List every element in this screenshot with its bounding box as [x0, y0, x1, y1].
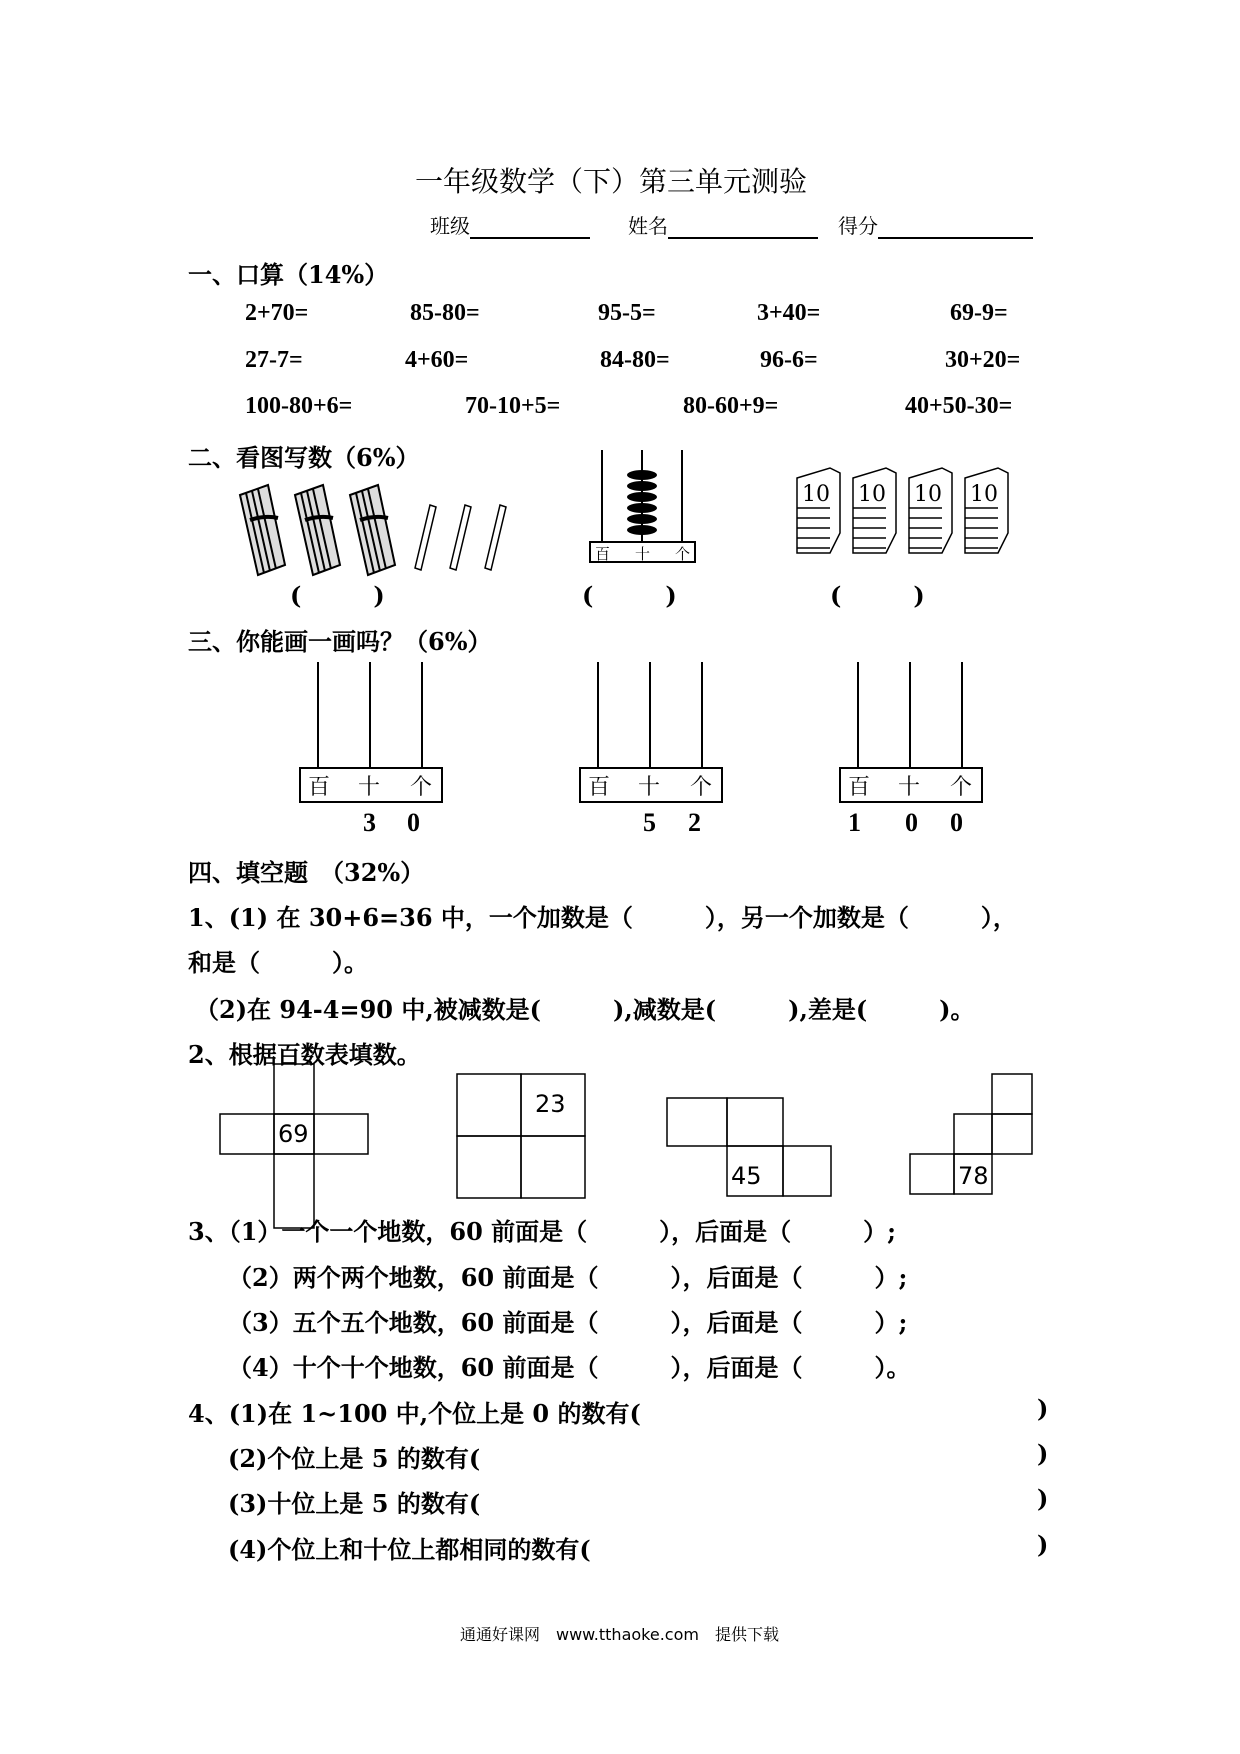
class-blank[interactable] — [470, 215, 590, 239]
abacus-number: 5 — [643, 808, 656, 837]
place-label: 百 — [588, 775, 611, 800]
class-label: 班级 — [430, 214, 470, 238]
stick-icon — [415, 505, 506, 570]
calc-item: 30+20= — [945, 347, 1021, 373]
q4-close-paren: ) — [1037, 1530, 1049, 1559]
section-4-heading: 四、填空题 （32%） — [188, 858, 425, 887]
svg-text:10: 10 — [914, 482, 942, 507]
place-label: 百 — [595, 545, 611, 563]
svg-text:10: 10 — [802, 482, 830, 507]
q3-line4: （4）十个十个地数，60 前面是（ ），后面是（ ）。 — [228, 1353, 911, 1382]
name-blank[interactable] — [668, 215, 818, 239]
calc-item: 69-9= — [950, 300, 1008, 326]
section-2-heading: 二、看图写数（6%） — [188, 443, 420, 472]
place-label: 个 — [410, 775, 433, 800]
abacus-number: 0 — [407, 808, 420, 837]
name-label: 姓名 — [628, 214, 668, 238]
calc-item: 70-10+5= — [465, 393, 561, 419]
bundles-and-sticks-image — [220, 480, 520, 580]
bundle-icon — [240, 485, 395, 575]
place-label: 十 — [635, 545, 651, 563]
svg-text:10: 10 — [858, 482, 886, 507]
score-blank[interactable] — [878, 215, 1033, 239]
q4-line2: (2)个位上是 5 的数有( — [228, 1444, 481, 1473]
calc-item: 84-80= — [600, 347, 670, 373]
q4-line3: (3)十位上是 5 的数有( — [228, 1489, 481, 1518]
abacus-number: 0 — [905, 808, 918, 837]
calc-item: 85-80= — [410, 300, 480, 326]
svg-text:10: 10 — [970, 482, 998, 507]
abacus-drawing-2[interactable] — [578, 660, 726, 806]
footer-text: 通通好课网 www.tthaoke.com 提供下载 — [460, 1625, 779, 1644]
stack-icon — [797, 468, 1008, 553]
q4-close-paren: ) — [1037, 1484, 1049, 1513]
q3-line1: 3、（1）一个一个地数，60 前面是（ ），后面是（ ）; — [188, 1217, 897, 1246]
calc-item: 27-7= — [245, 347, 303, 373]
abacus-number: 2 — [688, 808, 701, 837]
hundred-chart-zigzag[interactable] — [908, 1072, 1036, 1198]
q4-close-paren: ) — [1037, 1394, 1049, 1423]
place-label: 十 — [358, 775, 381, 800]
page-title: 一年级数学（下）第三单元测验 — [415, 165, 808, 198]
grid-number: 78 — [958, 1162, 989, 1190]
place-label: 个 — [675, 545, 691, 563]
calc-item: 2+70= — [245, 300, 309, 326]
grid-number: 69 — [278, 1120, 309, 1148]
score-field[interactable] — [838, 210, 1033, 239]
answer-blank-3[interactable]: ( ) — [830, 581, 925, 610]
calc-item: 3+40= — [757, 300, 821, 326]
q4-close-paren: ) — [1037, 1439, 1049, 1468]
calc-item: 96-6= — [760, 347, 818, 373]
place-label: 百 — [848, 775, 871, 800]
abacus-image — [585, 445, 700, 565]
money-stacks-image — [790, 458, 1020, 558]
place-label: 十 — [898, 775, 921, 800]
calc-item: 95-5= — [598, 300, 656, 326]
name-field[interactable] — [628, 210, 818, 239]
hundred-chart-cross[interactable] — [218, 1062, 370, 1230]
place-label: 个 — [950, 775, 973, 800]
q1-line3: （2)在 94-4=90 中,被减数是( ),减数是( ),差是( )。 — [195, 995, 975, 1024]
place-label: 百 — [308, 775, 331, 800]
q1-line2: 和是（ ）。 — [188, 948, 368, 977]
abacus-drawing-1[interactable] — [298, 660, 446, 806]
q1-line1: 1、(1) 在 30+6=36 中，一个加数是（ ），另一个加数是（ ）， — [188, 903, 1017, 932]
place-label: 十 — [638, 775, 661, 800]
answer-blank-2[interactable]: ( ) — [582, 581, 677, 610]
q2-label: 2、根据百数表填数。 — [188, 1040, 421, 1069]
abacus-number: 3 — [363, 808, 376, 837]
q3-line2: （2）两个两个地数，60 前面是（ ），后面是（ ）; — [228, 1263, 908, 1292]
calc-item: 80-60+9= — [683, 393, 779, 419]
q3-line3: （3）五个五个地数，60 前面是（ ），后面是（ ）; — [228, 1308, 908, 1337]
abacus-drawing-3[interactable] — [838, 660, 986, 806]
class-field[interactable] — [430, 210, 590, 239]
section-3-heading: 三、你能画一画吗？（6%） — [188, 627, 492, 656]
grid-number: 23 — [535, 1090, 566, 1118]
abacus-number: 1 — [848, 808, 861, 837]
calc-item: 40+50-30= — [905, 393, 1013, 419]
q4-line4: (4)个位上和十位上都相同的数有( — [228, 1535, 591, 1564]
hundred-chart-square[interactable] — [455, 1072, 587, 1200]
score-label: 得分 — [838, 214, 878, 238]
abacus-number: 0 — [950, 808, 963, 837]
place-label: 个 — [690, 775, 713, 800]
q4-line1: 4、(1)在 1~100 中,个位上是 0 的数有( — [188, 1399, 641, 1428]
calc-item: 4+60= — [405, 347, 469, 373]
answer-blank-1[interactable]: ( ) — [290, 581, 385, 610]
calc-item: 100-80+6= — [245, 393, 353, 419]
hundred-chart-stair[interactable] — [665, 1096, 833, 1198]
section-1-heading: 一、口算（14%） — [188, 260, 389, 289]
grid-number: 45 — [731, 1162, 762, 1190]
